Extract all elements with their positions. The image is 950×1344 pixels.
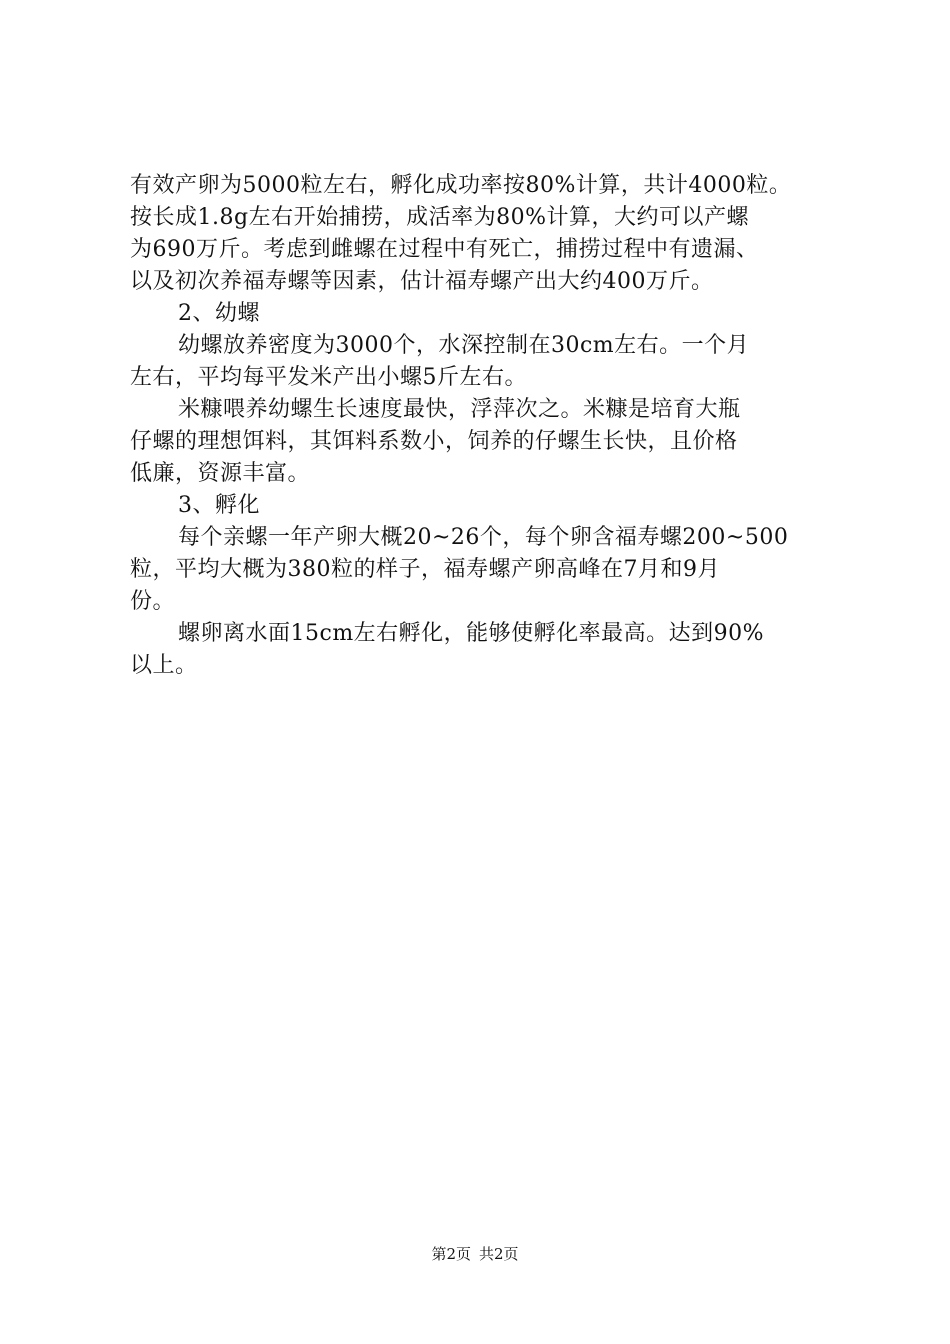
paragraph-line: 以上。 <box>130 653 198 678</box>
paragraph-line: 低廉，资源丰富。 <box>130 461 311 486</box>
paragraph-line: 每个亲螺一年产卵大概20~26个，每个卵含福寿螺200~500 <box>178 525 789 550</box>
paragraph-line: 米糠喂养幼螺生长速度最快，浮萍次之。米糠是培育大瓶 <box>178 397 741 422</box>
page-number-total: 共2页 <box>479 1245 519 1263</box>
document-body <box>130 170 840 682</box>
paragraph-line: 份。 <box>130 589 176 614</box>
paragraph-line: 为690万斤。考虑到雌螺在过程中有死亡，捕捞过程中有遗漏、 <box>130 237 759 262</box>
section-heading-hatching: 3、孵化 <box>178 493 260 518</box>
page-number-current: 第2页 <box>431 1245 471 1263</box>
page-footer <box>0 1244 950 1264</box>
paragraph-line: 有效产卵为5000粒左右，孵化成功率按80%计算，共计4000粒。 <box>130 173 792 198</box>
paragraph-line: 仔螺的理想饵料，其饵料系数小，饲养的仔螺生长快，且价格 <box>130 429 738 454</box>
paragraph-line: 左右，平均每平发米产出小螺5斤左右。 <box>130 365 527 390</box>
paragraph-line: 螺卵离水面15cm左右孵化，能够使孵化率最高。达到90% <box>178 621 765 646</box>
paragraph-line: 幼螺放养密度为3000个，水深控制在30cm左右。一个月 <box>178 333 750 358</box>
section-heading-young-snails: 2、幼螺 <box>178 301 260 326</box>
paragraph-line: 按长成1.8g左右开始捕捞，成活率为80%计算，大约可以产螺 <box>130 205 749 230</box>
paragraph-line: 以及初次养福寿螺等因素，估计福寿螺产出大约400万斤。 <box>130 269 714 294</box>
paragraph-line: 粒，平均大概为380粒的样子，福寿螺产卵高峰在7月和9月 <box>130 557 720 582</box>
